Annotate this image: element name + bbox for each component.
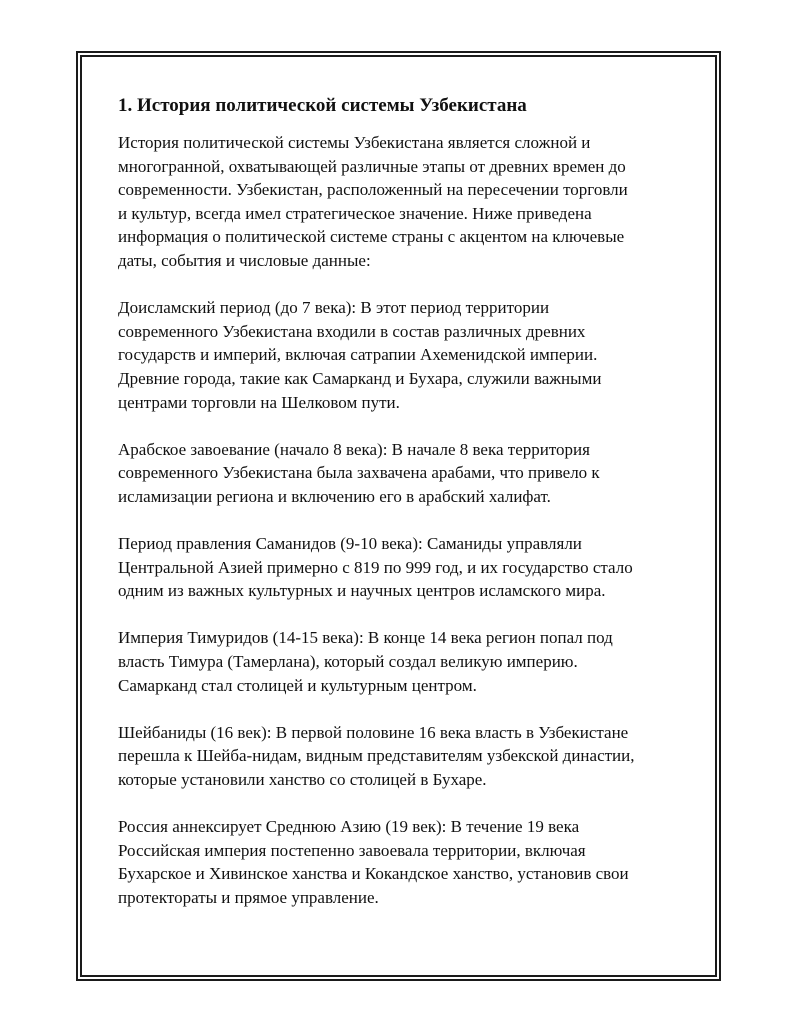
text-line: власть Тимура (Тамерлана), который создал великую империю. [118,652,578,672]
text-line: Арабское завоевание (начало 8 века): В начале 8 века территория [118,439,590,459]
text-line: и культур, всегда имел стратегическое значение. Ниже приведена [118,203,592,223]
text-line: Доисламский период (до 7 века): В этот период территории [118,298,550,318]
text-line: исламизации региона и включению его в арабский халифат. [118,486,551,506]
text-line: которые установили ханство со столицей в Бухаре. [118,770,487,790]
text-line: Империя Тимуридов (14-15 века): В конце 14 века регион попал под [118,628,613,648]
text-line: одним из важных культурных и научных центров исламского мира. [118,581,606,601]
text-line: даты, события и числовые данные: [118,250,371,270]
text-line: Россия аннексирует Среднюю Азию (19 век): В течение 19 века [118,817,580,837]
text-line: информация о политической системе страны с акцентом на ключевые [118,227,625,247]
text-line: государств и империй, включая сатрапии Ахеменидской империи. [118,345,598,365]
text-line: Бухарское и Хивинское ханства и Кокандское ханство, установив свои [118,864,629,884]
section-heading: 1. История политической системы Узбекистана [118,95,527,116]
text-line: Самарканд стал столицей и культурным центром. [118,675,477,695]
text-line: Древние города, такие как Самарканд и Бухара, служили важными [118,368,602,388]
paragraph-timurids [118,626,678,697]
paragraph-intro [118,131,678,273]
paragraph-sheibanids [118,721,678,792]
paragraph-pre-islamic [118,296,678,414]
text-line: центрами торговли на Шелковом пути. [118,392,400,412]
text-line: История политической системы Узбекистана является сложной и [118,133,591,152]
text-line: Период правления Саманидов (9-10 века): Саманиды управляли [118,534,582,554]
text-line: Российская империя постепенно завоевала территории, включая [118,840,586,860]
text-line: Шейбаниды (16 век): В первой половине 16 века власть в Узбекистане [118,722,629,742]
document-body [118,93,678,933]
paragraph-samanids [118,532,678,603]
text-line: современности. Узбекистан, расположенный на пересечении торговли [118,180,628,200]
paragraph-russia [118,815,678,909]
text-line: протектораты и прямое управление. [118,888,379,907]
text-line: современного Узбекистана входили в состав различных древних [118,321,586,341]
paragraph-arab-conquest [118,438,678,509]
text-line: Центральной Азией примерно с 819 по 999 год, и их государство стало [118,557,633,577]
text-line: многогранной, охватывающей различные этапы от древних времен до [118,156,626,176]
text-line: перешла к Шейба-нидам, видным представителям узбекской династии, [118,746,635,766]
text-line: современного Узбекистана была захвачена арабами, что привело к [118,463,600,483]
